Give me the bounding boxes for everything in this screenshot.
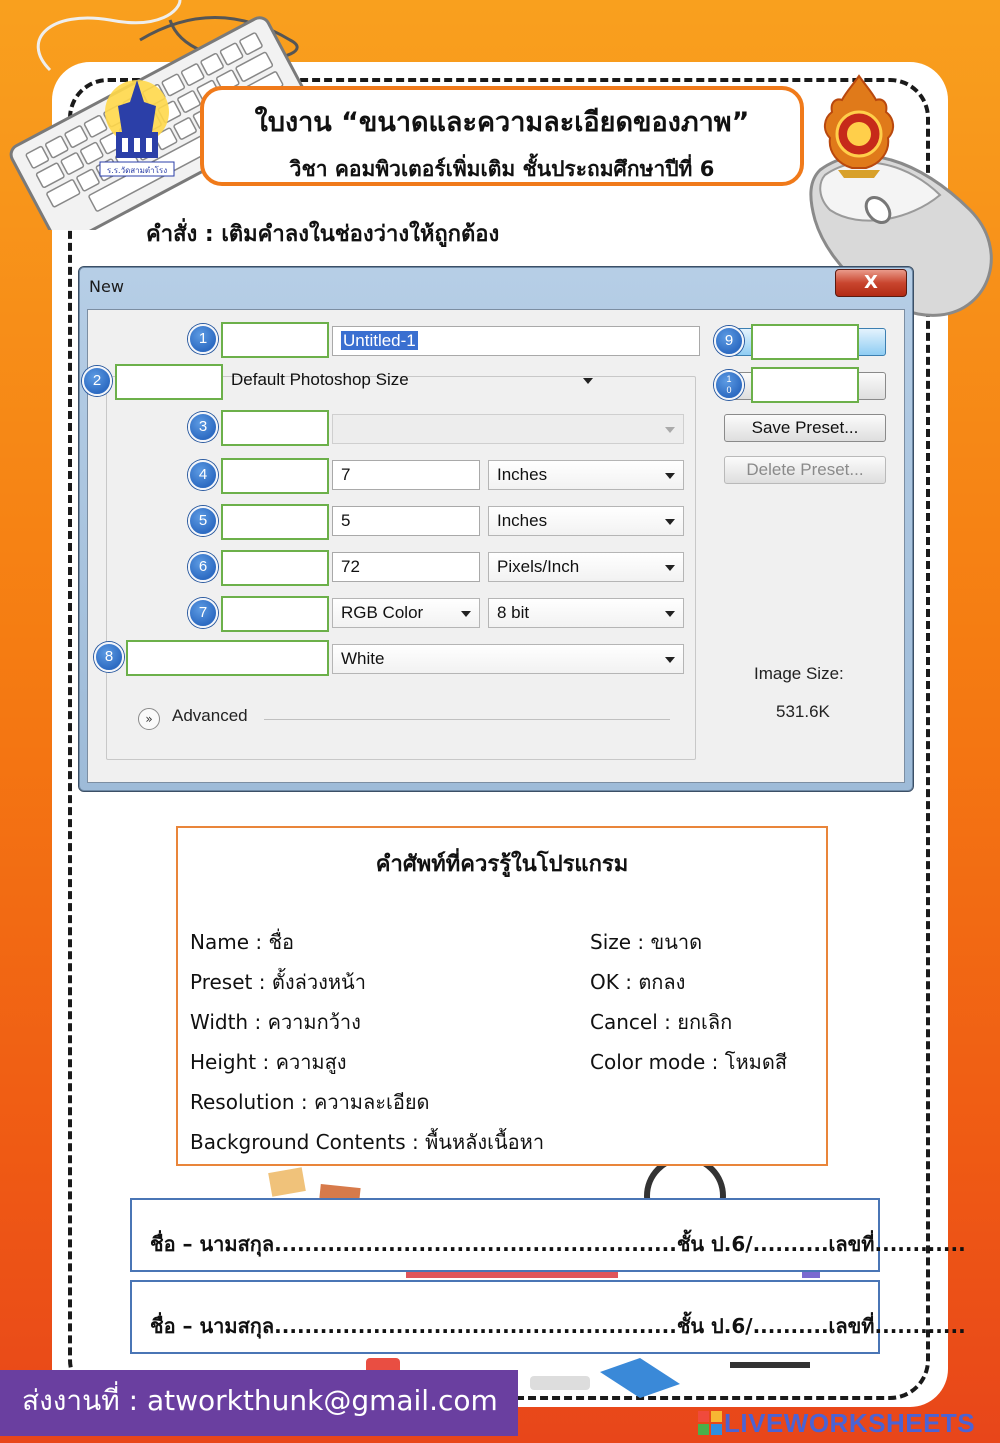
background-contents-dropdown[interactable] [332, 644, 684, 674]
height-unit-dropdown[interactable] [488, 506, 684, 536]
marker-7: 7 [188, 598, 218, 628]
dialog-title: New [89, 277, 124, 296]
name-value: Untitled-1 [343, 331, 416, 350]
marker-1: 1 [188, 324, 218, 354]
marker-4: 4 [188, 460, 218, 490]
marker-3: 3 [188, 412, 218, 442]
vocab-meaning: ตกลง [638, 970, 686, 994]
vocab-meaning: โหมดสี [724, 1050, 788, 1074]
worksheet-title: ใบงาน “ขนาดและความละเอียดของภาพ” [254, 107, 750, 138]
student-info-box-1[interactable] [130, 1198, 966, 1272]
worksheet-subtitle: วิชา คอมพิวเตอร์เพิ่มเติม ชั้นประถมศึกษาปีที่ 6 [289, 157, 715, 181]
chevron-down-icon [665, 657, 675, 663]
instruction-text: คำสั่ง : เติมคำลงในช่องว่างให้ถูกต้อง [146, 222, 500, 247]
vocab-sep: : [631, 930, 651, 954]
preset-value: Default Photoshop Size [231, 370, 409, 389]
marker-9: 9 [714, 326, 744, 356]
chevron-down-icon [665, 427, 675, 433]
chevron-down-icon [665, 565, 675, 571]
height-unit-value: Inches [497, 511, 548, 530]
brand-name: LIVEWORKSHEETS [724, 1408, 976, 1438]
answer-box-6[interactable] [221, 550, 329, 586]
chevron-down-icon [583, 378, 593, 384]
school-logo [96, 72, 178, 182]
chevron-down-icon [665, 611, 675, 617]
preset-dropdown[interactable] [222, 365, 602, 395]
vocab-term: Width [190, 1010, 249, 1034]
close-button[interactable]: X [835, 269, 907, 297]
chevron-down-icon [665, 519, 675, 525]
size-dropdown [332, 414, 684, 444]
liveworksheets-icon [698, 1411, 722, 1435]
title-box [200, 86, 804, 186]
vocab-sep: : [294, 1090, 314, 1114]
vocab-meaning: ความกว้าง [267, 1010, 361, 1034]
vocab-meaning: ขนาด [650, 930, 703, 954]
chevron-down-icon [665, 473, 675, 479]
advanced-label[interactable]: Advanced [172, 706, 248, 725]
vocab-sep: : [705, 1050, 725, 1074]
answer-box-2[interactable] [115, 364, 223, 400]
marker-10-top: 1 [726, 374, 732, 384]
resolution-unit-value: Pixels/Inch [497, 557, 580, 576]
vocab-meaning: ชื่อ [268, 930, 295, 954]
vocab-term: Color mode [590, 1050, 706, 1074]
vocab-item-color-mode [590, 1046, 787, 1078]
vocab-meaning: ตั้งล่วงหน้า [271, 970, 366, 994]
vocab-item-cancel [590, 1006, 732, 1038]
resolution-input[interactable]: 72 [332, 552, 480, 582]
vocab-sep: : [249, 930, 269, 954]
width-unit-dropdown[interactable] [488, 460, 684, 490]
vocab-item-preset [190, 966, 366, 998]
vocab-meaning: พื้นหลังเนื้อหา [425, 1130, 545, 1154]
answer-box-9[interactable] [751, 324, 859, 360]
vocab-term: Preset [190, 970, 253, 994]
name-input[interactable] [332, 326, 700, 356]
answer-box-8[interactable] [126, 640, 329, 676]
answer-box-10[interactable] [751, 367, 859, 403]
image-size-value: 531.6K [776, 702, 830, 721]
dialog-body [87, 309, 905, 783]
expand-advanced-icon[interactable]: » [138, 708, 160, 730]
vocab-item-height [190, 1046, 347, 1078]
school-logo-caption: ร.ร.วัดสามตำโรง [106, 166, 168, 175]
vocab-sep: : [657, 1010, 678, 1034]
vocab-term: Size [590, 930, 632, 954]
vocab-sep: : [256, 1050, 276, 1074]
ministry-crest-logo [816, 72, 902, 182]
vocab-term: Background Contents [190, 1130, 406, 1154]
vocab-term: Name [190, 930, 250, 954]
answer-box-7[interactable] [221, 596, 329, 632]
bit-depth-dropdown[interactable] [488, 598, 684, 628]
vocab-item-width [190, 1006, 361, 1038]
vocab-sep: : [248, 1010, 268, 1034]
new-document-dialog [78, 266, 914, 792]
image-size-label: Image Size: [754, 664, 844, 683]
vocab-term: OK [590, 970, 619, 994]
color-mode-dropdown[interactable] [332, 598, 480, 628]
background-value: White [341, 649, 385, 668]
marker-2: 2 [82, 366, 112, 396]
answer-box-4[interactable] [221, 458, 329, 494]
bit-depth-value: 8 bit [497, 603, 530, 622]
delete-preset-button: Delete Preset... [724, 456, 886, 484]
student-info-line-1: ชื่อ – นามสกุล.....................................................ชั้น ป.6/..........เลขที่............ [150, 1232, 966, 1256]
vocab-sep: : [405, 1130, 426, 1154]
vocab-item-size [590, 926, 702, 958]
width-input[interactable]: 7 [332, 460, 480, 490]
marker-6: 6 [188, 552, 218, 582]
marker-5: 5 [188, 506, 218, 536]
answer-box-3[interactable] [221, 410, 329, 446]
vocab-item-background [190, 1126, 544, 1158]
vocab-item-resolution [190, 1086, 430, 1118]
vocab-sep: : [618, 970, 639, 994]
vocabulary-box [176, 826, 828, 1166]
vocab-term: Resolution [190, 1090, 295, 1114]
student-info-line-2: ชื่อ – นามสกุล.....................................................ชั้น ป.6/..........เลขที่............ [150, 1314, 966, 1338]
vocab-item-name [190, 926, 294, 958]
vocab-sep: : [252, 970, 272, 994]
vocab-meaning: ความละเอียด [313, 1090, 430, 1114]
liveworksheets-logo [698, 1408, 975, 1439]
answer-box-5[interactable] [221, 504, 329, 540]
marker-10-bottom: 0 [726, 385, 732, 395]
marker-8: 8 [94, 642, 124, 672]
vocab-item-ok [590, 966, 685, 998]
save-preset-button[interactable]: Save Preset... [724, 414, 886, 442]
color-mode-value: RGB Color [341, 603, 424, 622]
vocab-meaning: ยกเลิก [677, 1010, 733, 1034]
vocabulary-title: คำศัพท์ที่ควรรู้ในโปรแกรม [375, 852, 629, 877]
height-input[interactable]: 5 [332, 506, 480, 536]
width-unit-value: Inches [497, 465, 548, 484]
chevron-down-icon [461, 611, 471, 617]
vocab-meaning: ความสูง [275, 1050, 347, 1074]
marker-10 [714, 370, 744, 400]
advanced-divider [264, 719, 670, 720]
vocab-term: Cancel [590, 1010, 658, 1034]
submit-email-bar: ส่งงานที่ : atworkthunk@gmail.com [0, 1370, 518, 1436]
answer-box-1[interactable] [221, 322, 329, 358]
vocab-term: Height [190, 1050, 257, 1074]
resolution-unit-dropdown[interactable] [488, 552, 684, 582]
student-info-box-2[interactable] [130, 1280, 966, 1354]
